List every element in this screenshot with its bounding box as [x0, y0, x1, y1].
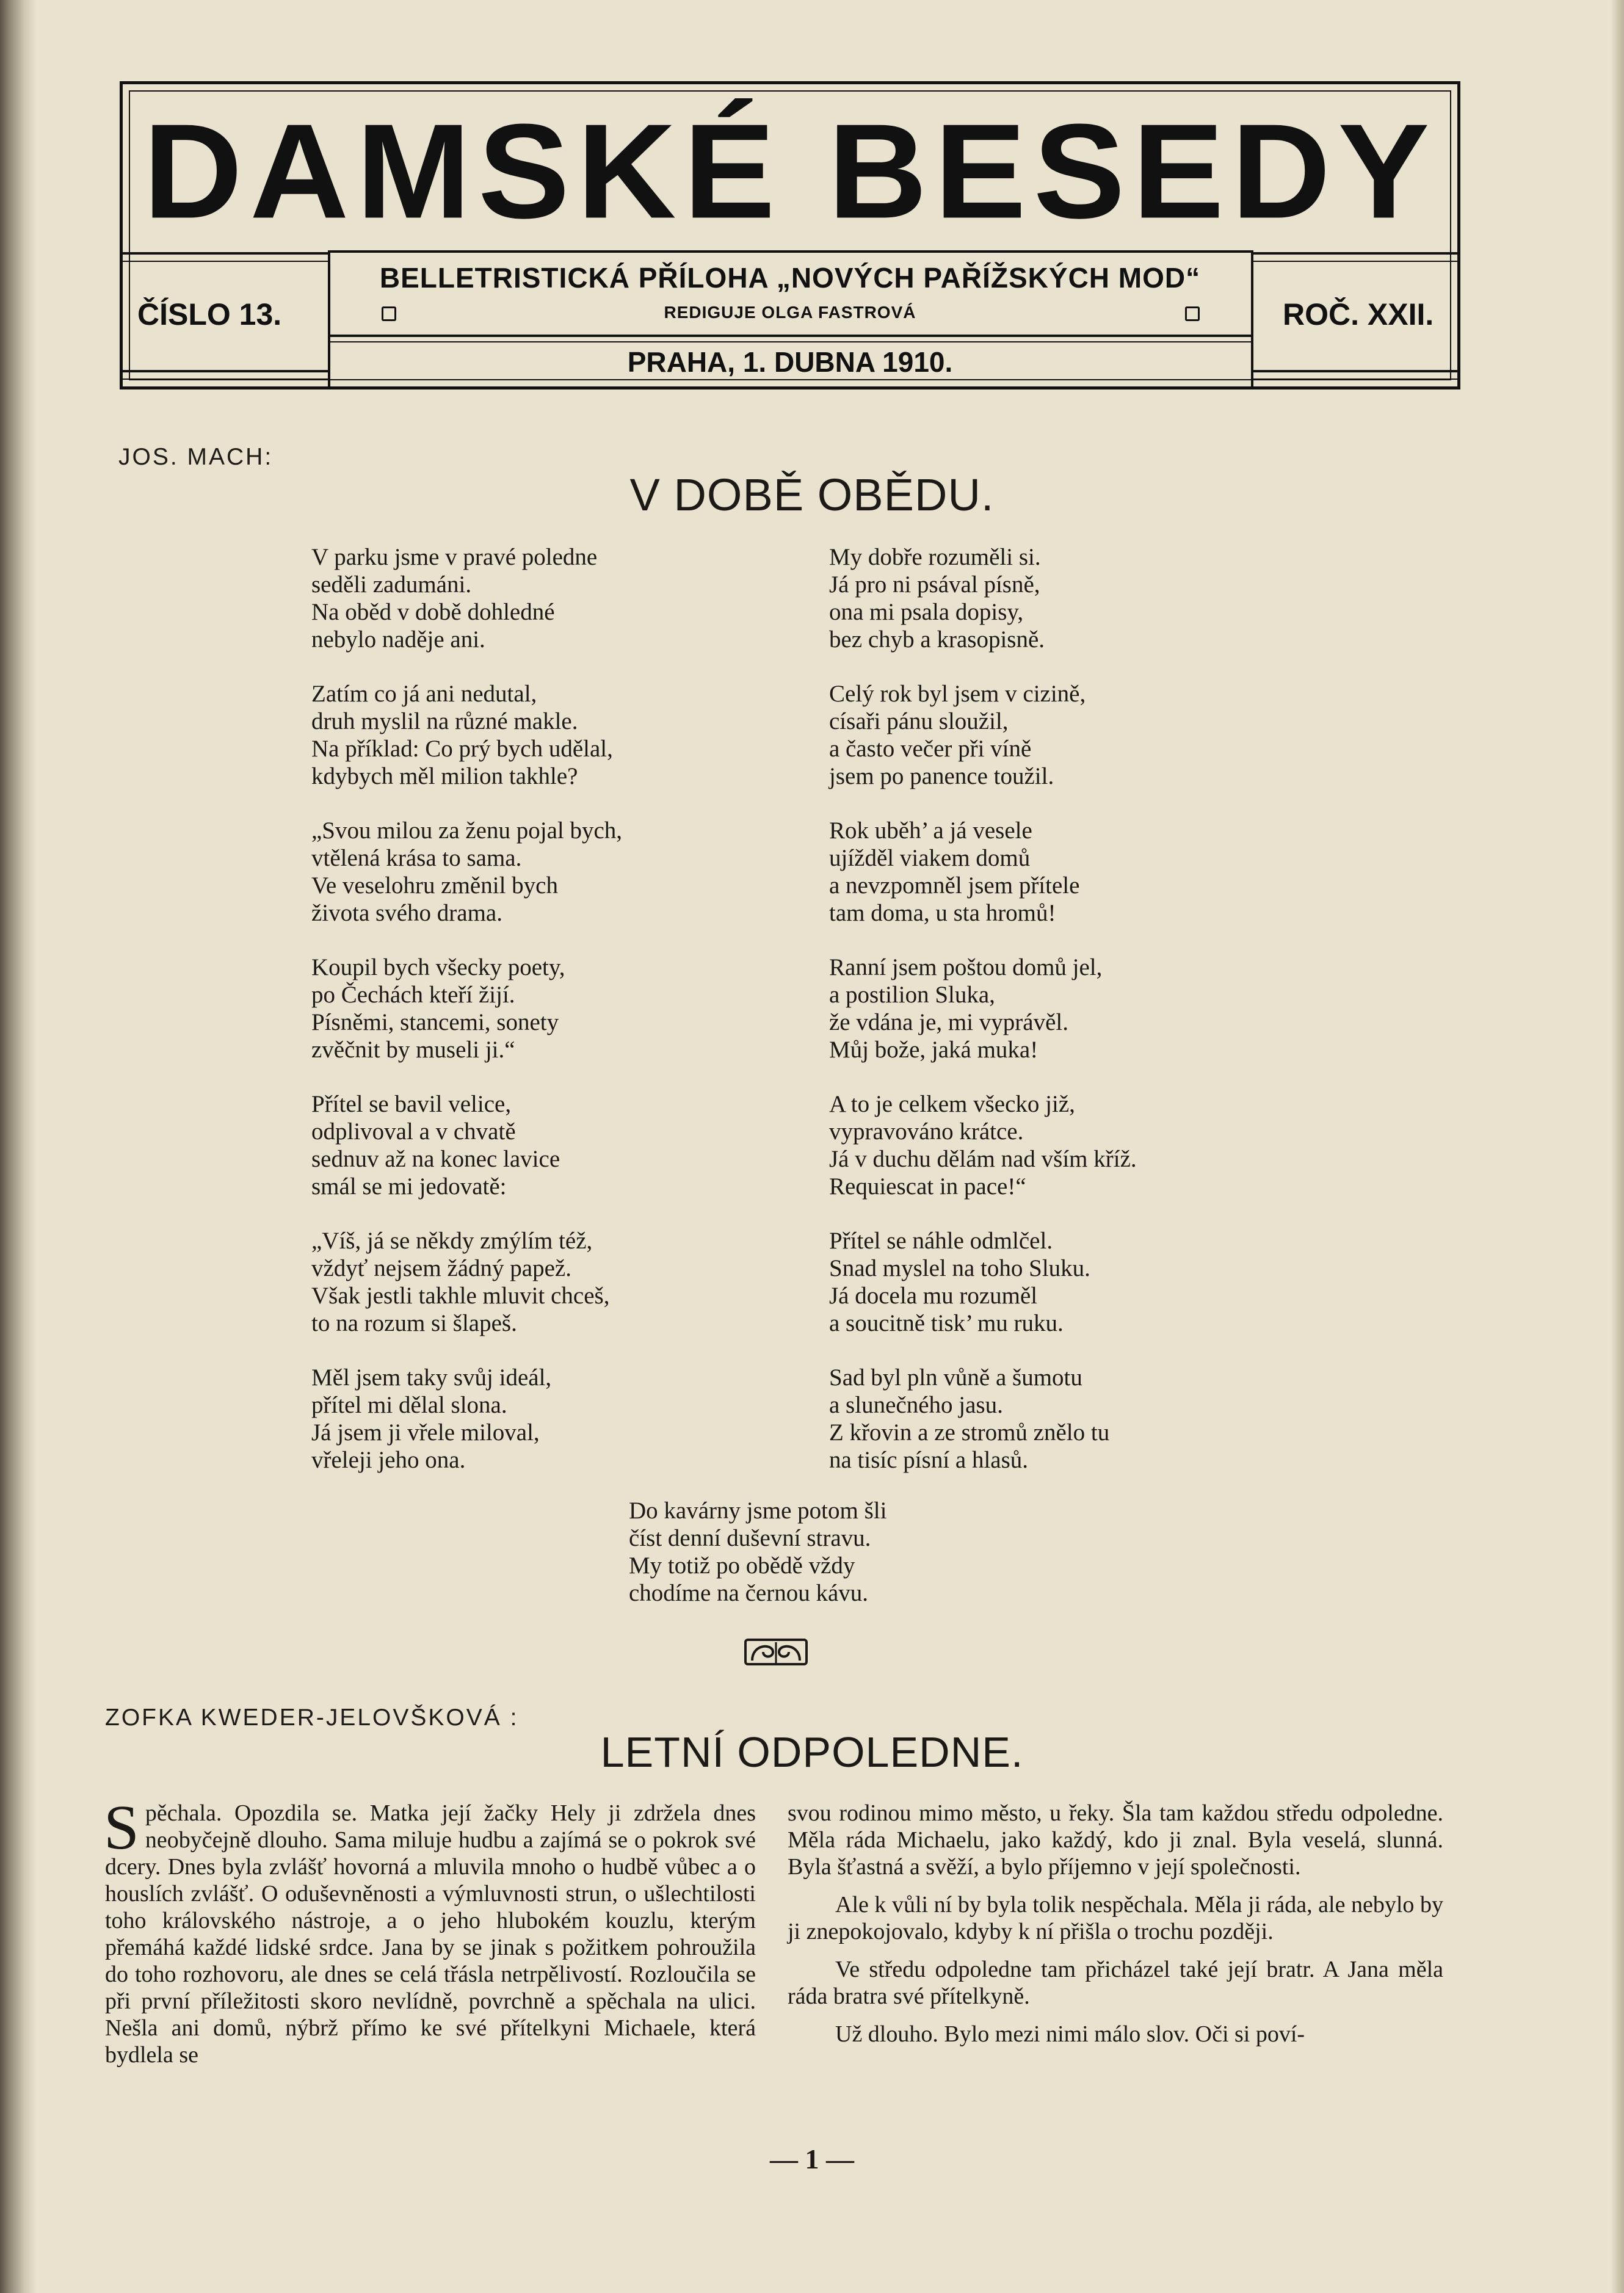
stanza	[311, 954, 622, 1063]
verse-line: vypravováno krátce.	[829, 1118, 1024, 1145]
verse-line: a soucitně tisk’ mu ruku.	[829, 1310, 1064, 1336]
issue-number: ČÍSLO 13.	[137, 297, 282, 331]
page-right-edge	[1611, 0, 1624, 2293]
verse-line: Přítel se náhle odmlčel.	[829, 1228, 1053, 1254]
verse-line: sednuv až na konec lavice	[311, 1146, 560, 1172]
verse-line: Ranní jsem poštou domů jel,	[829, 954, 1103, 980]
stanza	[311, 1090, 622, 1200]
verse-line: Snad myslel na toho Sluku.	[829, 1255, 1090, 1281]
verse-line: jsem po panence toužil.	[829, 763, 1054, 789]
verse-line: seděli zadumáni.	[311, 571, 472, 598]
story-paragraph: Ale k vůli ní by byla tolik nespěchala. Měla ji ráda, ale nebylo by ji znepokojovalo, kdyby k ní přišla o trochu později.	[788, 1892, 1443, 1944]
verse-line: druh myslil na různé makle.	[311, 708, 578, 734]
rule	[123, 261, 330, 262]
story-paragraph: Už dlouho. Bylo mezi nimi málo slov. Oči si poví-	[835, 2021, 1305, 2047]
verse-line: Z křovin a ze stromů znělo tu	[829, 1419, 1110, 1446]
ornament-icon	[744, 1636, 808, 1668]
subtitle: BELLETRISTICKÁ PŘÍLOHA „NOVÝCH PAŘÍŽSKÝCH MOD“	[379, 262, 1201, 294]
verse-line: Sad byl pln vůně a šumotu	[829, 1364, 1082, 1391]
verse-line: Písněmi, stancemi, sonety	[311, 1009, 559, 1035]
rule	[123, 379, 330, 380]
verse-line: smál se mi jedovatě:	[311, 1173, 507, 1200]
story-left-column	[104, 1792, 756, 2079]
verse-line: Já pro ni psával písně,	[829, 571, 1040, 598]
verse-line: V parku jsme v pravé poledne	[311, 544, 598, 570]
poem-final-stanza	[629, 1497, 886, 1634]
stanza	[311, 1364, 622, 1474]
verse-line: Requiescat in pace!“	[829, 1173, 1026, 1200]
stanza	[829, 954, 1137, 1063]
verse-line: přítel mi dělal slona.	[311, 1392, 507, 1418]
stanza	[829, 680, 1137, 790]
verse-line: Rok uběh’ a já vesele	[829, 817, 1032, 844]
masthead	[120, 81, 1460, 389]
verse-line: Já jsem ji vřele miloval,	[311, 1419, 540, 1446]
verse-line: života svého drama.	[311, 900, 502, 926]
stanza	[829, 817, 1137, 927]
verse-line: Do kavárny jsme potom šli	[629, 1498, 887, 1524]
verse-line: odplivoval a v chvatě	[311, 1118, 516, 1145]
verse-line: císaři pánu sloužil,	[829, 708, 1009, 734]
verse-line: ona mi psala dopisy,	[829, 599, 1024, 625]
verse-line: a často večer při víně	[829, 736, 1032, 762]
verse-line: „Svou milou za ženu pojal bych,	[311, 817, 623, 844]
verse-line: Koupil bych všecky poety,	[311, 954, 565, 980]
verse-line: a nevzpomněl jsem přítele	[829, 872, 1080, 899]
stanza	[311, 543, 622, 653]
rule	[1251, 370, 1459, 372]
verse-line: Celý rok byl jsem v cizině,	[829, 681, 1086, 707]
editor-line: REDIGUJE OLGA FASTROVÁ	[664, 303, 916, 322]
poem-right-column	[829, 543, 1137, 1501]
verse-line: Však jestli takhle mluvit chceš,	[311, 1283, 610, 1309]
verse-line: bez chyb a krasopisně.	[829, 626, 1045, 653]
verse-line: a postilion Sluka,	[829, 982, 995, 1008]
verse-line: tam doma, u sta hromů!	[829, 900, 1056, 926]
stanza	[311, 1227, 622, 1337]
square-ornament-icon	[1185, 306, 1200, 321]
rule	[1251, 252, 1459, 255]
rule	[330, 335, 1251, 337]
verse-line: ujížděl viakem domů	[829, 845, 1031, 871]
stanza	[829, 543, 1137, 653]
verse-line: a slunečného jasu.	[829, 1392, 1003, 1418]
rule	[330, 341, 1251, 342]
stanza	[629, 1497, 886, 1607]
verse-line: vřeleji jeho ona.	[311, 1447, 466, 1473]
rule	[1251, 261, 1459, 262]
verse-line: na tisíc písní a hlasů.	[829, 1447, 1029, 1473]
story-paragraph: pěchala. Opozdila se. Matka její žačky Hely ji zdržela dnes neobyčejně dlouho. Sama miluje hudbu a zajímá se o pokrok své dcery. Dnes byla zvlášť hovorná a mluvila mnoho o hudbě vůbec a o houslích zvlášť. O oduševněnosti a výmluvnosti strun, o ušlechtilosti toho královského nástroje, a o jeho hlubokém kouzlu, kterým přemáhá každé lidské srdce. Jana by se jinak s požitkem pohroužila do toho rozhovoru, ale dnes se celá třásla netrpělivostí. Rozloučila se při první příležitosti skoro nevlídně, povrchně a spěchala na ulici. Nešla ani domů, nýbrž přímo ke své přítelkyni Michaele, která bydlela se	[105, 1800, 756, 2068]
rule	[330, 250, 1251, 253]
verse-line: kdybych měl milion takhle?	[311, 763, 578, 789]
story-paragraph: Ve středu odpoledne tam přicházel také její bratr. A Jana měla ráda bratra své přítelkyně.	[788, 1957, 1443, 2009]
poem-left-column	[311, 543, 622, 1501]
verse-line: Na příklad: Co prý bych udělal,	[311, 736, 613, 762]
stanza	[311, 680, 622, 790]
stanza	[829, 1090, 1137, 1200]
verse-line: Ve veselohru změnil bych	[311, 872, 558, 899]
verse-line: vtělená krása to sama.	[311, 845, 522, 871]
verse-line: to na rozum si šlapeš.	[311, 1310, 517, 1336]
story-author: ZOFKA KWEDER-JELOVŠKOVÁ :	[105, 1704, 519, 1731]
verse-line: po Čechách kteří žijí.	[311, 982, 515, 1008]
verse-line: že vdána je, mi vyprávěl.	[829, 1009, 1068, 1035]
volume-number: ROČ. XXII.	[1283, 297, 1434, 331]
verse-line: číst denní duševní stravu.	[629, 1525, 871, 1551]
verse-line: Přítel se bavil velice,	[311, 1091, 512, 1117]
verse-line: My totiž po obědě vždy	[629, 1552, 855, 1579]
page-binding-edge	[0, 0, 37, 2293]
poem-title: V DOBĚ OBĚDU.	[629, 469, 995, 520]
poem-author: JOS. MACH:	[118, 444, 274, 470]
magazine-title: DAMSKÉ BESEDY	[143, 95, 1437, 247]
drop-cap: S	[104, 1792, 139, 1863]
verse-line: Já docela mu rozuměl	[829, 1283, 1038, 1309]
verse-line: nebylo naděje ani.	[311, 626, 485, 653]
verse-line: chodíme na černou kávu.	[629, 1580, 869, 1606]
verse-line: „Víš, já se někdy zmýlím též,	[311, 1228, 593, 1254]
stanza	[311, 817, 622, 927]
verse-line: Zatím co já ani nedutal,	[311, 681, 537, 707]
stanza	[829, 1227, 1137, 1337]
story-title: LETNÍ ODPOLEDNE.	[600, 1728, 1024, 1776]
verse-line: A to je celkem všecko již,	[829, 1091, 1075, 1117]
verse-line: zvěčnit by museli ji.“	[311, 1037, 515, 1063]
rule	[123, 252, 330, 255]
verse-line: Můj bože, jaká muka!	[829, 1037, 1039, 1063]
verse-line: Já v duchu dělám nad vším kříž.	[829, 1146, 1137, 1172]
rule	[1251, 379, 1459, 380]
verse-line: My dobře rozuměli si.	[829, 544, 1041, 570]
dateline: PRAHA, 1. DUBNA 1910.	[627, 346, 953, 378]
verse-line: vždyť nejsem žádný papež.	[311, 1255, 571, 1281]
verse-line: Měl jsem taky svůj ideál,	[311, 1364, 552, 1391]
rule	[123, 370, 330, 372]
story-right-column	[788, 1800, 1443, 2059]
rule	[1251, 250, 1253, 389]
stanza	[829, 1364, 1137, 1474]
story-paragraph: svou rodinou mimo město, u řeky. Šla tam každou středu odpoledne. Měla ráda Michaelu, jako každý, kdo ji znal. Byla veselá, slunná. Byla šťastná a svěží, a bylo příjemno v její společnosti.	[788, 1800, 1443, 1880]
verse-line: Na oběd v době dohledné	[311, 599, 555, 625]
page-number: — 1 —	[770, 2143, 854, 2175]
